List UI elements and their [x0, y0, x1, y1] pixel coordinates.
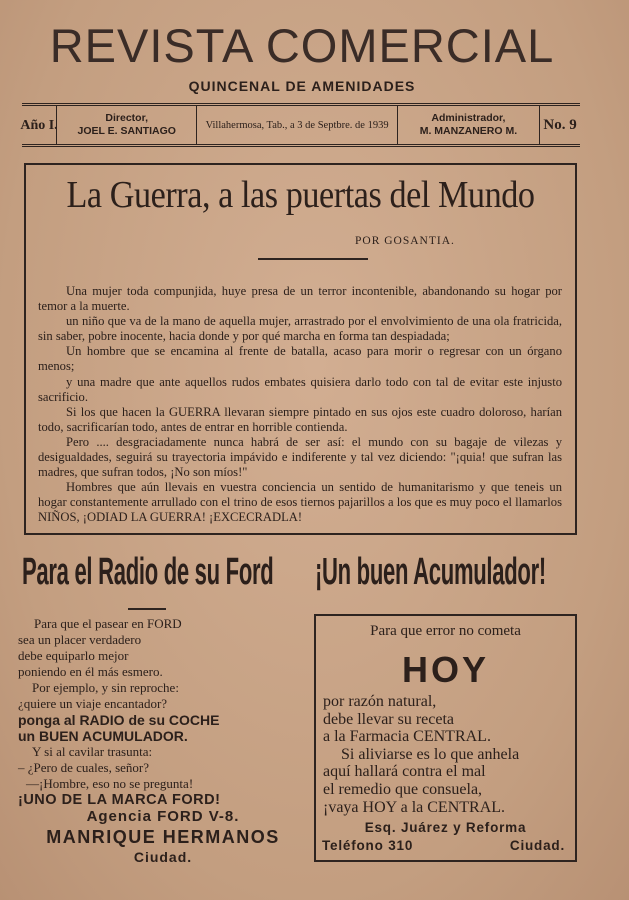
admin-label: Administrador, — [431, 112, 506, 124]
article-paragraph: Un hombre que se encamina al frente de batalla, acaso para morir o regresar con un órgano menos; — [38, 344, 562, 374]
poem-line: Para que el pasear en FORD — [34, 616, 182, 631]
place-date-cell — [197, 106, 397, 144]
pharmacy-line: a la Farmacia CENTRAL. — [323, 728, 491, 746]
poem-line: – ¿Pero de cuales, señor? — [18, 760, 150, 775]
pharmacy-line: por razón natural, — [323, 693, 437, 710]
pharmacy-line: ¡vaya HOY a la CENTRAL. — [323, 798, 506, 816]
article-paragraph: Pero .... desgraciadamente nunca habrá de ser así: el mundo con su bagaje de vilezas y desigualdades, seguirá su trayectoria impávido e indiferente y tal vez diciendo: "¡quia! que sufran las madres, que sufran todos, ¡No son míos!" — [38, 434, 562, 480]
article-paragraph: y una madre que ante aquellos rudos embates quisiera darlo todo con tal de evitar este injusto sacrificio. — [38, 374, 562, 404]
article-title: La Guerra, a las puertas del Mundo — [66, 174, 535, 216]
pharmacy-city: Ciudad. — [509, 838, 565, 853]
article-body — [38, 284, 562, 526]
central-ad-headline: ¡Un buen Acumulador! — [315, 551, 546, 593]
admin-cell — [398, 106, 540, 144]
pharmacy-ad-hoy: HOY — [401, 649, 489, 690]
agency-name: Agencia FORD V-8. — [86, 808, 240, 825]
masthead-title: REVISTA COMERCIAL — [49, 19, 555, 72]
place-date: Villahermosa, Tab., a 3 de Septbre. de 1939 — [205, 119, 389, 131]
pharmacy-ad-text — [323, 693, 573, 816]
issue-number-cell — [540, 106, 580, 144]
year-cell — [22, 106, 57, 144]
director-cell — [57, 106, 197, 144]
ford-agency — [18, 808, 308, 866]
masthead-subtitle: QUINCENAL DE AMENIDADES — [188, 78, 416, 94]
article-paragraph: un niño que va de la mano de aquella mujer, arrastrado por el envolvimiento de una ola fratricida, sin saber, pobre inocente, hacia donde y por qué marcha en forma tan despiadada; — [38, 314, 562, 344]
ford-ad-divider — [128, 608, 166, 610]
agency-owner: MANRIQUE HERMANOS — [46, 827, 280, 847]
article-byline: POR GOSANTIA. — [355, 235, 455, 247]
pharmacy-ad-intro: Para que error no cometa — [370, 623, 521, 639]
poem-line: —¡Hombre, eso no se pregunta! — [26, 776, 194, 791]
pharmacy-line: Si aliviarse es lo que anhela — [341, 745, 520, 763]
poem-line: sea un placer verdadero — [18, 632, 142, 647]
poem-line: poniendo en él más esmero. — [18, 664, 163, 679]
pharmacy-address: Esq. Juárez y Reforma — [364, 820, 527, 835]
issue-info-bar — [22, 103, 580, 147]
poem-line: Por ejemplo, y sin reproche: — [32, 680, 179, 695]
ford-ad-poem — [18, 616, 308, 808]
director-name: JOEL E. SANTIAGO — [77, 125, 176, 137]
poem-line: un BUEN ACUMULADOR. — [18, 728, 188, 744]
year-label: Año I. — [20, 117, 58, 133]
pharmacy-line: el remedio que consuela, — [323, 780, 483, 798]
poem-line: ¿quiere un viaje encantador? — [18, 696, 168, 711]
admin-name: M. MANZANERO M. — [419, 125, 518, 137]
pharmacy-line: aquí hallará contra el mal — [323, 763, 486, 781]
poem-line: debe equiparlo mejor — [18, 648, 129, 663]
pharmacy-phone: Teléfono 310 — [322, 838, 414, 853]
agency-city: Ciudad. — [133, 849, 193, 865]
article-paragraph: Hombres que aún llevais en vuestra conciencia un sentido de humanitarismo y que teneis un hogar constantemente arrullado con el trino de esos tiernos pajarillos a los que es muy poco el llamarlos NIÑOS, ¡ODIAD LA GUERRA! ¡EXCECRADLA! — [38, 480, 562, 525]
article-paragraph: Una mujer toda compunjida, huye presa de un terror incontenible, abandonando su hogar por temor a la muerte. — [38, 284, 562, 314]
poem-line: ¡UNO DE LA MARCA FORD! — [18, 792, 221, 808]
director-label: Director, — [105, 112, 149, 124]
poem-line: ponga al RADIO de su COCHE — [18, 712, 220, 728]
poem-line: Y si al cavilar trasunta: — [32, 744, 153, 759]
pharmacy-line: debe llevar su receta — [323, 710, 455, 728]
pharmacy-contact — [322, 838, 565, 853]
ford-ad-headline: Para el Radio de su Ford — [22, 551, 274, 593]
article-divider — [258, 258, 368, 260]
issue-number: No. 9 — [543, 116, 577, 133]
article-paragraph: Si los que hacen la GUERRA llevaran siempre pintado en sus ojos este cuadro doloroso, harían todo, sacrificarían todo, antes de entrar en horrible contienda. — [38, 404, 562, 434]
